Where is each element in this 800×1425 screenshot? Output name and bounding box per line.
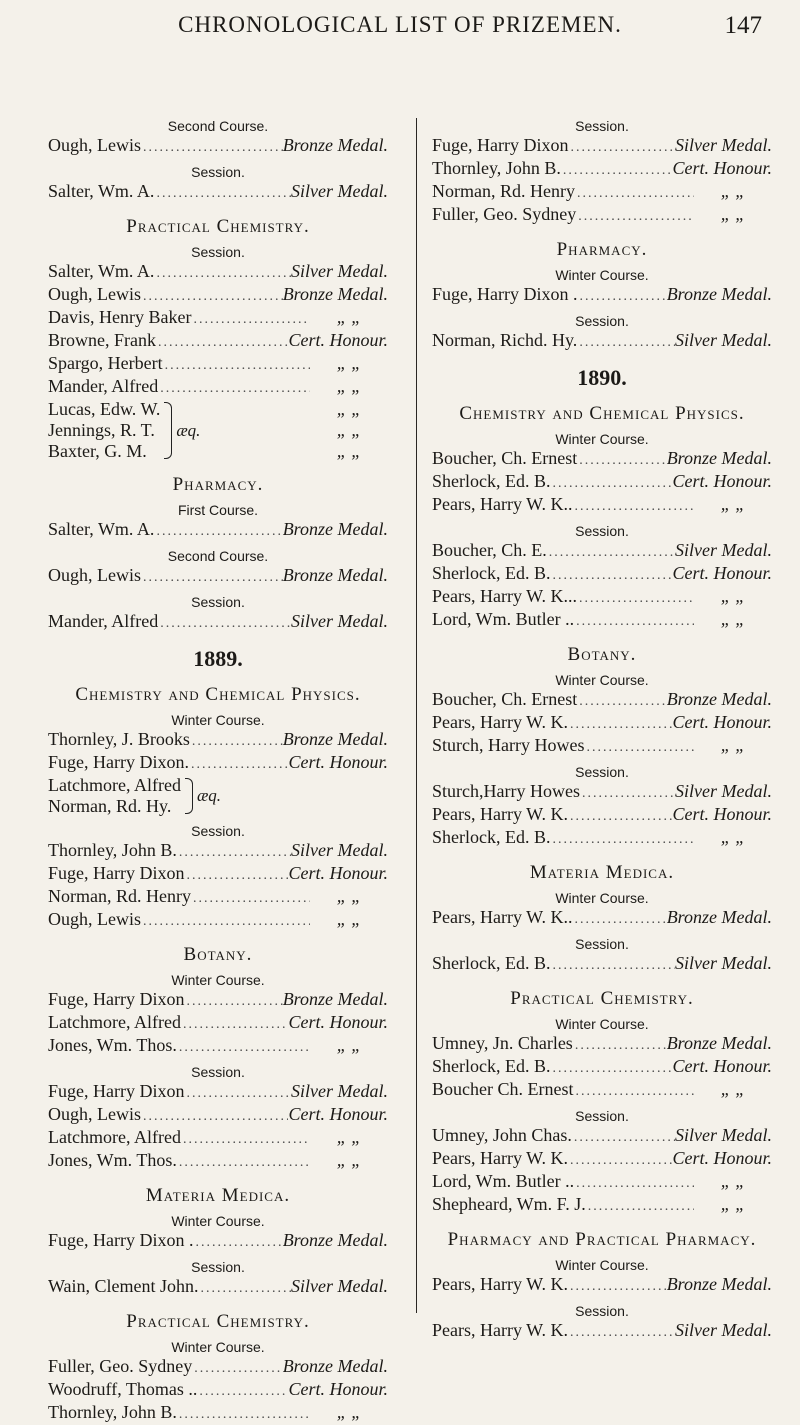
leader-dots <box>141 135 283 158</box>
page-number: 147 <box>724 12 762 39</box>
leader-dots <box>184 863 288 886</box>
prizeman-name: Norman, Richd. Hy. <box>432 330 578 350</box>
prizeman-name: Thornley, John B. <box>432 158 561 178</box>
leader-dots <box>177 1150 310 1173</box>
right-column <box>432 112 772 1343</box>
page-header <box>0 6 800 50</box>
prize-entry <box>432 586 772 609</box>
leader-dots <box>181 1012 289 1035</box>
prize-entry <box>48 1012 388 1035</box>
session-heading: Session. <box>575 313 629 329</box>
curly-brace <box>185 778 193 814</box>
prizeman-name: Jones, Wm. Thos. <box>48 1150 177 1170</box>
prizeman-name: Fuller, Geo. Sydney <box>432 204 577 224</box>
leader-dots <box>190 729 283 752</box>
ditto-mark: „ „ <box>720 735 746 755</box>
prizeman-name: Umney, Jn. Charles <box>432 1033 573 1053</box>
prizeman-name: Pears, Harry W. K. <box>432 804 568 824</box>
prizeman-name: Fuge, Harry Dixon <box>432 135 569 155</box>
prize-entry <box>48 886 388 909</box>
prizeman-name: Jennings, R. T. <box>48 420 155 440</box>
leader-dots <box>576 204 694 227</box>
ditto-mark: „ „ <box>720 181 746 201</box>
prize-entry <box>48 729 388 752</box>
prizeman-name: Boucher Ch. Ernest <box>432 1079 574 1099</box>
prizeman-name: Sherlock, Ed. B. <box>432 471 551 491</box>
prizeman-name: Lord, Wm. Butler .. <box>432 1171 575 1191</box>
leader-dots <box>577 448 666 471</box>
prize-entry <box>432 609 772 632</box>
prizeman-name: Salter, Wm. A. <box>48 519 155 539</box>
award: Bronze Medal. <box>282 1356 388 1376</box>
prizeman-name: Fuge, Harry Dixon <box>48 1081 185 1101</box>
prizeman-name: Pears, Harry W. K... <box>432 586 577 606</box>
prize-entry <box>48 376 388 399</box>
leader-dots <box>177 1035 310 1058</box>
award: Silver Medal. <box>291 1276 388 1296</box>
prizeman-name: Pears, Harry W. K.. <box>432 907 573 927</box>
award: Bronze Medal. <box>666 1274 772 1294</box>
leader-dots <box>158 376 310 399</box>
award: Bronze Medal. <box>282 989 388 1009</box>
session-heading: Session. <box>191 244 245 260</box>
prizeman-name: Norman, Rd. Hy. <box>48 796 172 816</box>
award: Bronze Medal. <box>282 1230 388 1250</box>
prize-entry <box>432 1148 772 1171</box>
subject-heading: Pharmacy and Practical Pharmacy. <box>447 1229 757 1250</box>
leader-dots <box>141 565 283 588</box>
prizeman-name: Thornley, J. Brooks <box>48 729 190 749</box>
prize-entry <box>48 519 388 542</box>
prizeman-name: Latchmore, Alfred <box>48 1127 181 1147</box>
leader-dots <box>574 609 694 632</box>
award: Silver Medal. <box>675 330 772 350</box>
leader-dots <box>573 1033 667 1056</box>
leader-dots <box>181 1127 310 1150</box>
award: Silver Medal. <box>291 1081 388 1101</box>
prizeman-name: Ough, Lewis <box>48 135 141 155</box>
leader-dots <box>577 284 666 307</box>
prize-entry <box>48 181 388 204</box>
ditto-mark: „ „ <box>720 204 746 224</box>
prize-entry <box>432 330 772 353</box>
leader-dots <box>551 1056 673 1079</box>
subject-heading: Chemistry and Chemical Physics. <box>75 684 361 705</box>
bracketed-entries <box>48 775 388 817</box>
prize-entry <box>48 863 388 886</box>
prizeman-name: Norman, Rd. Henry <box>48 886 191 906</box>
prize-entry <box>432 1194 772 1217</box>
prize-entry <box>48 330 388 353</box>
subject-heading: Materia Medica. <box>145 1185 291 1206</box>
leader-dots <box>551 827 695 850</box>
prize-entry <box>48 1230 388 1253</box>
leader-dots <box>572 1125 675 1148</box>
column-divider <box>416 118 417 1313</box>
prize-entry <box>48 1081 388 1104</box>
prize-entry <box>48 1402 388 1425</box>
prizeman-name: Boucher, Ch. Ernest <box>432 689 578 709</box>
prizeman-name: Salter, Wm. A. <box>48 181 155 201</box>
leader-dots <box>141 909 310 932</box>
prize-entry <box>432 1320 772 1343</box>
prize-entry <box>48 307 388 330</box>
leader-dots <box>191 307 310 330</box>
award: Cert. Honour. <box>288 1012 388 1032</box>
prize-entry <box>432 1033 772 1056</box>
award: Silver Medal. <box>291 181 388 201</box>
award: Cert. Honour. <box>672 804 772 824</box>
leader-dots <box>154 519 282 542</box>
leader-dots <box>572 494 694 517</box>
leader-dots <box>154 261 291 284</box>
prizeman-name: Browne, Frank <box>48 330 156 350</box>
prize-entry <box>48 1276 388 1299</box>
prize-entry <box>48 1356 388 1379</box>
prize-entry <box>48 284 388 307</box>
ditto-mark: „ „ <box>336 886 362 906</box>
prize-entry <box>432 1274 772 1297</box>
prizeman-name: Thornley, John B. <box>48 1402 177 1422</box>
leader-dots <box>551 471 673 494</box>
leader-dots <box>584 735 694 758</box>
prizeman-name: Lucas, Edw. W. <box>48 399 161 419</box>
ditto-mark: „ „ <box>720 586 746 606</box>
award: Cert. Honour. <box>672 563 772 583</box>
session-heading: Winter Course. <box>171 1339 265 1355</box>
subject-heading: Chemistry and Chemical Physics. <box>459 403 745 424</box>
subject-heading: Practical Chemistry. <box>126 1311 310 1332</box>
leader-dots <box>158 611 291 634</box>
prize-entry <box>432 953 772 976</box>
aeq-label: æq. <box>196 786 222 805</box>
leader-dots <box>568 1148 673 1171</box>
prizeman-name: Sherlock, Ed. B. <box>432 563 551 583</box>
leader-dots <box>568 712 673 735</box>
prize-entry <box>48 1379 388 1402</box>
session-heading: Session. <box>191 1259 245 1275</box>
prize-entry <box>432 181 772 204</box>
prize-entry <box>432 135 772 158</box>
prize-entry <box>432 448 772 471</box>
ditto-mark: „ „ <box>720 494 746 514</box>
leader-dots <box>568 1320 675 1343</box>
prize-entry <box>432 563 772 586</box>
prize-entry <box>432 804 772 827</box>
prize-entry <box>432 781 772 804</box>
ditto-mark: „ „ <box>720 609 746 629</box>
prizeman-name: Pears, Harry W. K. <box>432 1148 568 1168</box>
ditto-mark: „ „ <box>336 1035 362 1055</box>
ditto-mark: „ „ <box>336 399 362 419</box>
award: Bronze Medal. <box>282 135 388 155</box>
prize-entry <box>432 1056 772 1079</box>
session-heading: Second Course. <box>167 118 269 134</box>
prizeman-name: Ough, Lewis <box>48 909 141 929</box>
ditto-mark: „ „ <box>336 307 362 327</box>
leader-dots <box>163 353 310 376</box>
award: Cert. Honour. <box>288 1104 388 1124</box>
prizeman-name: Fuller, Geo. Sydney <box>48 1356 193 1376</box>
prize-entry <box>48 989 388 1012</box>
leader-dots <box>177 1402 310 1425</box>
prizeman-name: Pears, Harry W. K.. <box>432 494 573 514</box>
prizeman-name: Latchmore, Alfred <box>48 775 181 795</box>
prizeman-name: Sturch,Harry Howes <box>432 781 580 801</box>
prizeman-name: Woodruff, Thomas .. <box>48 1379 198 1399</box>
ditto-mark: „ „ <box>720 1171 746 1191</box>
session-heading: Winter Course. <box>555 431 649 447</box>
leader-dots <box>193 1230 282 1253</box>
session-heading: Second Course. <box>167 548 269 564</box>
session-heading: Session. <box>575 936 629 952</box>
prize-entry <box>432 1079 772 1102</box>
prizeman-name: Ough, Lewis <box>48 1104 141 1124</box>
prize-entry <box>432 907 772 930</box>
award: Bronze Medal. <box>666 448 772 468</box>
session-heading: First Course. <box>177 502 259 518</box>
prizeman-name: Boucher, Ch. Ernest <box>432 448 578 468</box>
prize-entry <box>48 1150 388 1173</box>
ditto-mark: „ „ <box>720 1079 746 1099</box>
curly-brace <box>164 402 172 459</box>
prizeman-name: Sherlock, Ed. B. <box>432 827 551 847</box>
running-head: CHRONOLOGICAL LIST OF PRIZEMEN. <box>178 12 622 37</box>
session-heading: Winter Course. <box>555 890 649 906</box>
award: Bronze Medal. <box>666 1033 772 1053</box>
prize-entry <box>432 1171 772 1194</box>
prize-entry <box>48 135 388 158</box>
award: Cert. Honour. <box>672 471 772 491</box>
prizeman-name: Pears, Harry W. K. <box>432 1320 568 1340</box>
prizeman-name: Latchmore, Alfred <box>48 1012 181 1032</box>
prizeman-name: Lord, Wm. Butler .. <box>432 609 575 629</box>
award: Silver Medal. <box>675 953 772 973</box>
prizeman-name: Sherlock, Ed. B. <box>432 953 551 973</box>
prize-entry <box>48 1127 388 1150</box>
leader-dots <box>192 1356 282 1379</box>
award: Silver Medal. <box>291 611 388 631</box>
leader-dots <box>551 953 676 976</box>
leader-dots <box>184 989 282 1012</box>
prizeman-name: Wain, Clement John. <box>48 1276 199 1296</box>
session-heading: Winter Course. <box>171 712 265 728</box>
prize-entry <box>432 689 772 712</box>
leader-dots <box>189 752 289 775</box>
prize-entry <box>432 494 772 517</box>
ditto-mark: „ „ <box>336 441 362 461</box>
award: Bronze Medal. <box>666 689 772 709</box>
award: Cert. Honour. <box>672 712 772 732</box>
award: Cert. Honour. <box>288 1379 388 1399</box>
prizeman-name: Sturch, Harry Howes <box>432 735 585 755</box>
ditto-mark: „ „ <box>336 1150 362 1170</box>
prize-entry <box>48 909 388 932</box>
award: Bronze Medal. <box>282 729 388 749</box>
session-heading: Session. <box>575 764 629 780</box>
leader-dots <box>141 1104 288 1127</box>
prize-entry <box>48 261 388 284</box>
prizeman-name: Baxter, G. M. <box>48 441 147 461</box>
prize-entry <box>432 540 772 563</box>
leader-dots <box>568 1274 667 1297</box>
prizeman-name: Salter, Wm. A. <box>48 261 155 281</box>
subject-heading: Materia Medica. <box>529 862 675 883</box>
ditto-mark: „ „ <box>336 420 362 440</box>
prize-entry <box>48 1104 388 1127</box>
leader-dots <box>574 1171 694 1194</box>
leader-dots <box>580 781 675 804</box>
award: Bronze Medal. <box>282 565 388 585</box>
prizeman-name: Fuge, Harry Dixon . <box>48 1230 194 1250</box>
session-heading: Winter Course. <box>555 267 649 283</box>
session-heading: Winter Course. <box>171 972 265 988</box>
subject-heading: Botany. <box>183 944 253 965</box>
award: Silver Medal. <box>291 261 388 281</box>
prizeman-name: Spargo, Herbert <box>48 353 163 373</box>
session-heading: Session. <box>191 164 245 180</box>
award: Cert. Honour. <box>288 752 388 772</box>
prize-entry <box>48 565 388 588</box>
award: Cert. Honour. <box>672 158 772 178</box>
leader-dots <box>197 1379 288 1402</box>
subject-heading: Pharmacy. <box>172 474 264 495</box>
leader-dots <box>154 181 291 204</box>
leader-dots <box>568 135 675 158</box>
prize-entry <box>48 752 388 775</box>
prizeman-name: Shepheard, Wm. F. J. <box>432 1194 586 1214</box>
session-heading: Session. <box>575 1108 629 1124</box>
ditto-mark: „ „ <box>336 1402 362 1422</box>
prize-entry <box>432 204 772 227</box>
leader-dots <box>573 1079 694 1102</box>
subject-heading: Botany. <box>567 644 637 665</box>
session-heading: Session. <box>191 594 245 610</box>
award: Silver Medal. <box>675 540 772 560</box>
prizeman-name: Fuge, Harry Dixon. <box>48 752 189 772</box>
leader-dots <box>177 840 291 863</box>
leader-dots <box>141 284 283 307</box>
bracketed-entries <box>48 399 388 462</box>
leader-dots <box>577 330 675 353</box>
prizeman-name: Boucher, Ch. E. <box>432 540 547 560</box>
leader-dots <box>561 158 673 181</box>
prizeman-name: Fuge, Harry Dixon <box>48 989 185 1009</box>
award: Silver Medal. <box>675 1320 772 1340</box>
prize-entry <box>432 284 772 307</box>
ditto-mark: „ „ <box>720 1194 746 1214</box>
leader-dots <box>572 907 666 930</box>
prizeman-name: Umney, John Chas. <box>432 1125 572 1145</box>
prizeman-name: Mander, Alfred <box>48 376 159 396</box>
ditto-mark: „ „ <box>336 376 362 396</box>
session-heading: Session. <box>575 523 629 539</box>
prizeman-name: Jones, Wm. Thos. <box>48 1035 177 1055</box>
ditto-mark: „ „ <box>336 1127 362 1147</box>
prize-entry <box>432 712 772 735</box>
prizeman-name: Ough, Lewis <box>48 284 141 304</box>
award: Bronze Medal. <box>666 284 772 304</box>
prizeman-name: Ough, Lewis <box>48 565 141 585</box>
award: Cert. Honour. <box>672 1056 772 1076</box>
leader-dots <box>191 886 310 909</box>
leader-dots <box>586 1194 694 1217</box>
prizeman-name: Sherlock, Ed. B. <box>432 1056 551 1076</box>
prizeman-name: Fuge, Harry Dixon <box>48 863 185 883</box>
prize-entry <box>432 471 772 494</box>
leader-dots <box>568 804 673 827</box>
award: Bronze Medal. <box>666 907 772 927</box>
prize-entry <box>432 827 772 850</box>
leader-dots <box>547 540 675 563</box>
award: Silver Medal. <box>675 135 772 155</box>
prizeman-name: Mander, Alfred <box>48 611 159 631</box>
award: Silver Medal. <box>675 1125 772 1145</box>
session-heading: Winter Course. <box>555 672 649 688</box>
prize-entry <box>48 611 388 634</box>
session-heading: Winter Course. <box>555 1257 649 1273</box>
prize-entry <box>48 1035 388 1058</box>
award: Bronze Medal. <box>282 519 388 539</box>
leader-dots <box>156 330 289 353</box>
award: Cert. Honour. <box>288 330 388 350</box>
subject-heading: Pharmacy. <box>556 239 648 260</box>
session-heading: Session. <box>191 823 245 839</box>
prizeman-name: Thornley, John B. <box>48 840 177 860</box>
session-heading: Session. <box>575 118 629 134</box>
prizeman-name: Fuge, Harry Dixon . <box>432 284 578 304</box>
session-heading: Session. <box>575 1303 629 1319</box>
award: Silver Medal. <box>675 781 772 801</box>
award: Silver Medal. <box>291 840 388 860</box>
prizeman-name: Norman, Rd. Henry <box>432 181 575 201</box>
ditto-mark: „ „ <box>720 827 746 847</box>
prizeman-name: Davis, Henry Baker <box>48 307 192 327</box>
prizeman-name: Pears, Harry W. K. <box>432 712 568 732</box>
leader-dots <box>575 181 694 204</box>
prizeman-name: Pears, Harry W. K. <box>432 1274 568 1294</box>
subject-heading: Practical Chemistry. <box>510 988 694 1009</box>
subject-heading: Practical Chemistry. <box>126 216 310 237</box>
prize-entry <box>432 735 772 758</box>
prize-entry <box>432 1125 772 1148</box>
year-heading: 1890. <box>577 365 627 390</box>
aeq-label: æq. <box>176 420 201 440</box>
award: Cert. Honour. <box>672 1148 772 1168</box>
leader-dots <box>551 563 673 586</box>
session-heading: Winter Course. <box>555 1016 649 1032</box>
ditto-mark: „ „ <box>336 353 362 373</box>
year-heading: 1889. <box>193 646 243 671</box>
award: Bronze Medal. <box>282 284 388 304</box>
leader-dots <box>199 1276 291 1299</box>
ditto-mark: „ „ <box>336 909 362 929</box>
session-heading: Winter Course. <box>171 1213 265 1229</box>
left-column <box>48 112 388 1425</box>
leader-dots <box>577 689 666 712</box>
prize-entry <box>432 158 772 181</box>
leader-dots <box>184 1081 291 1104</box>
award: Cert. Honour. <box>288 863 388 883</box>
prize-entry <box>48 353 388 376</box>
session-heading: Session. <box>191 1064 245 1080</box>
prize-entry <box>48 840 388 863</box>
leader-dots <box>577 586 694 609</box>
